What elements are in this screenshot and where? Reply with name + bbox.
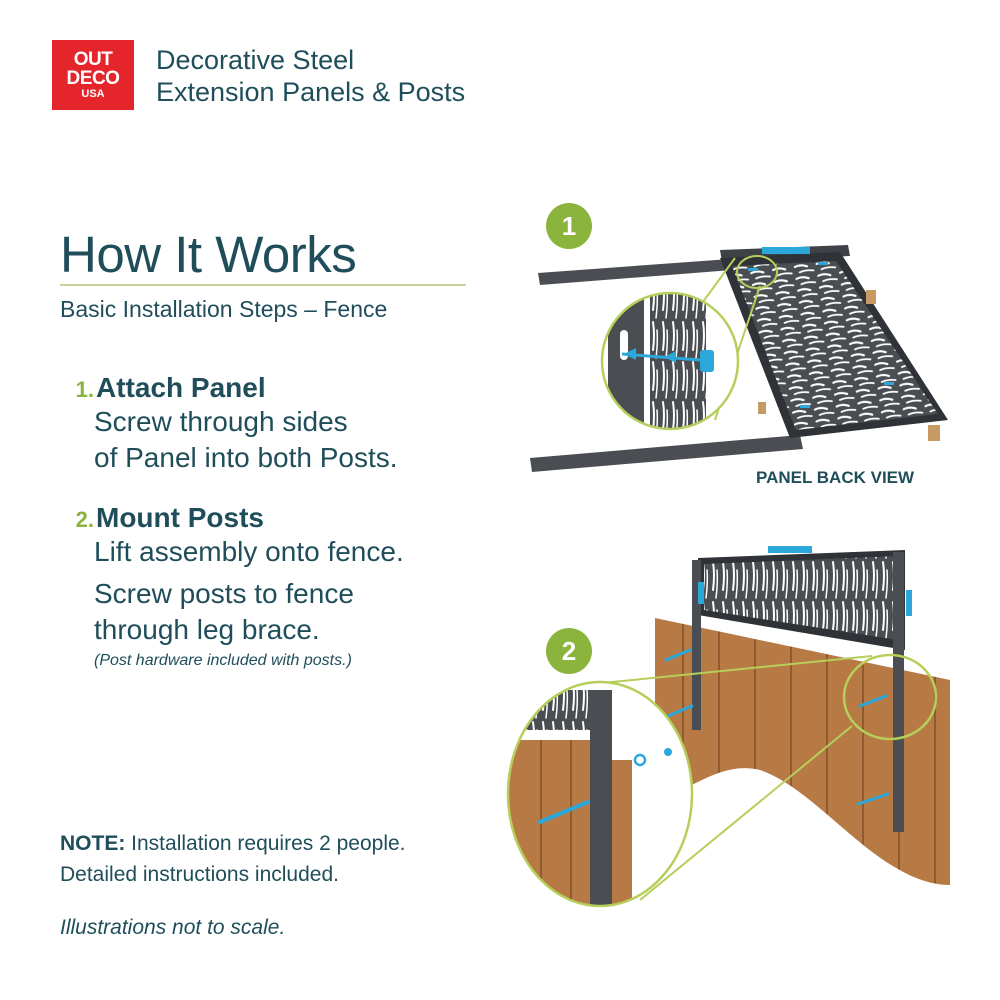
step-title: Mount Posts [96,502,264,533]
scale-disclaimer: Illustrations not to scale. [60,916,286,939]
post-bottom [530,435,803,472]
step-title: Attach Panel [96,372,266,403]
post-top [538,259,732,285]
step-number: 2. [75,507,94,532]
logo-text-out: OUT [73,49,113,70]
how-it-works-subtitle: Basic Installation Steps – Fence [60,296,388,322]
step-text-line: Screw posts to fence [94,578,354,609]
step-text-line: through leg brace. [94,614,320,645]
panel-back-view-illustration [530,245,948,472]
note-text-line1: Installation requires 2 people. [125,832,406,855]
product-title-line2: Extension Panels & Posts [156,77,466,107]
panel-back-view-caption: PANEL BACK VIEW [756,468,915,487]
logo-text-usa: USA [81,88,105,100]
post-right [893,552,904,832]
hardware-note: (Post hardware included with posts.) [94,652,352,669]
fence-mount-illustration [500,546,950,910]
step-number: 1. [75,377,94,402]
step-badge-2: 2 [546,628,592,674]
step-text-line: of Panel into both Posts. [94,442,398,473]
step-badge-1: 1 [546,203,592,249]
step-text-line: Lift assembly onto fence. [94,536,404,567]
step-text-line: Screw through sides [94,406,348,437]
screw-icon [700,350,714,372]
product-title-line1: Decorative Steel [156,45,355,75]
screw-detail-magnifier [600,290,740,435]
note-text-line2: Detailed instructions included. [60,863,339,886]
logo-text-deco: DECO [66,68,120,89]
mounting-bracket-icon [762,247,810,254]
note-label: NOTE: [60,832,126,855]
how-it-works-heading: How It Works [60,226,357,283]
